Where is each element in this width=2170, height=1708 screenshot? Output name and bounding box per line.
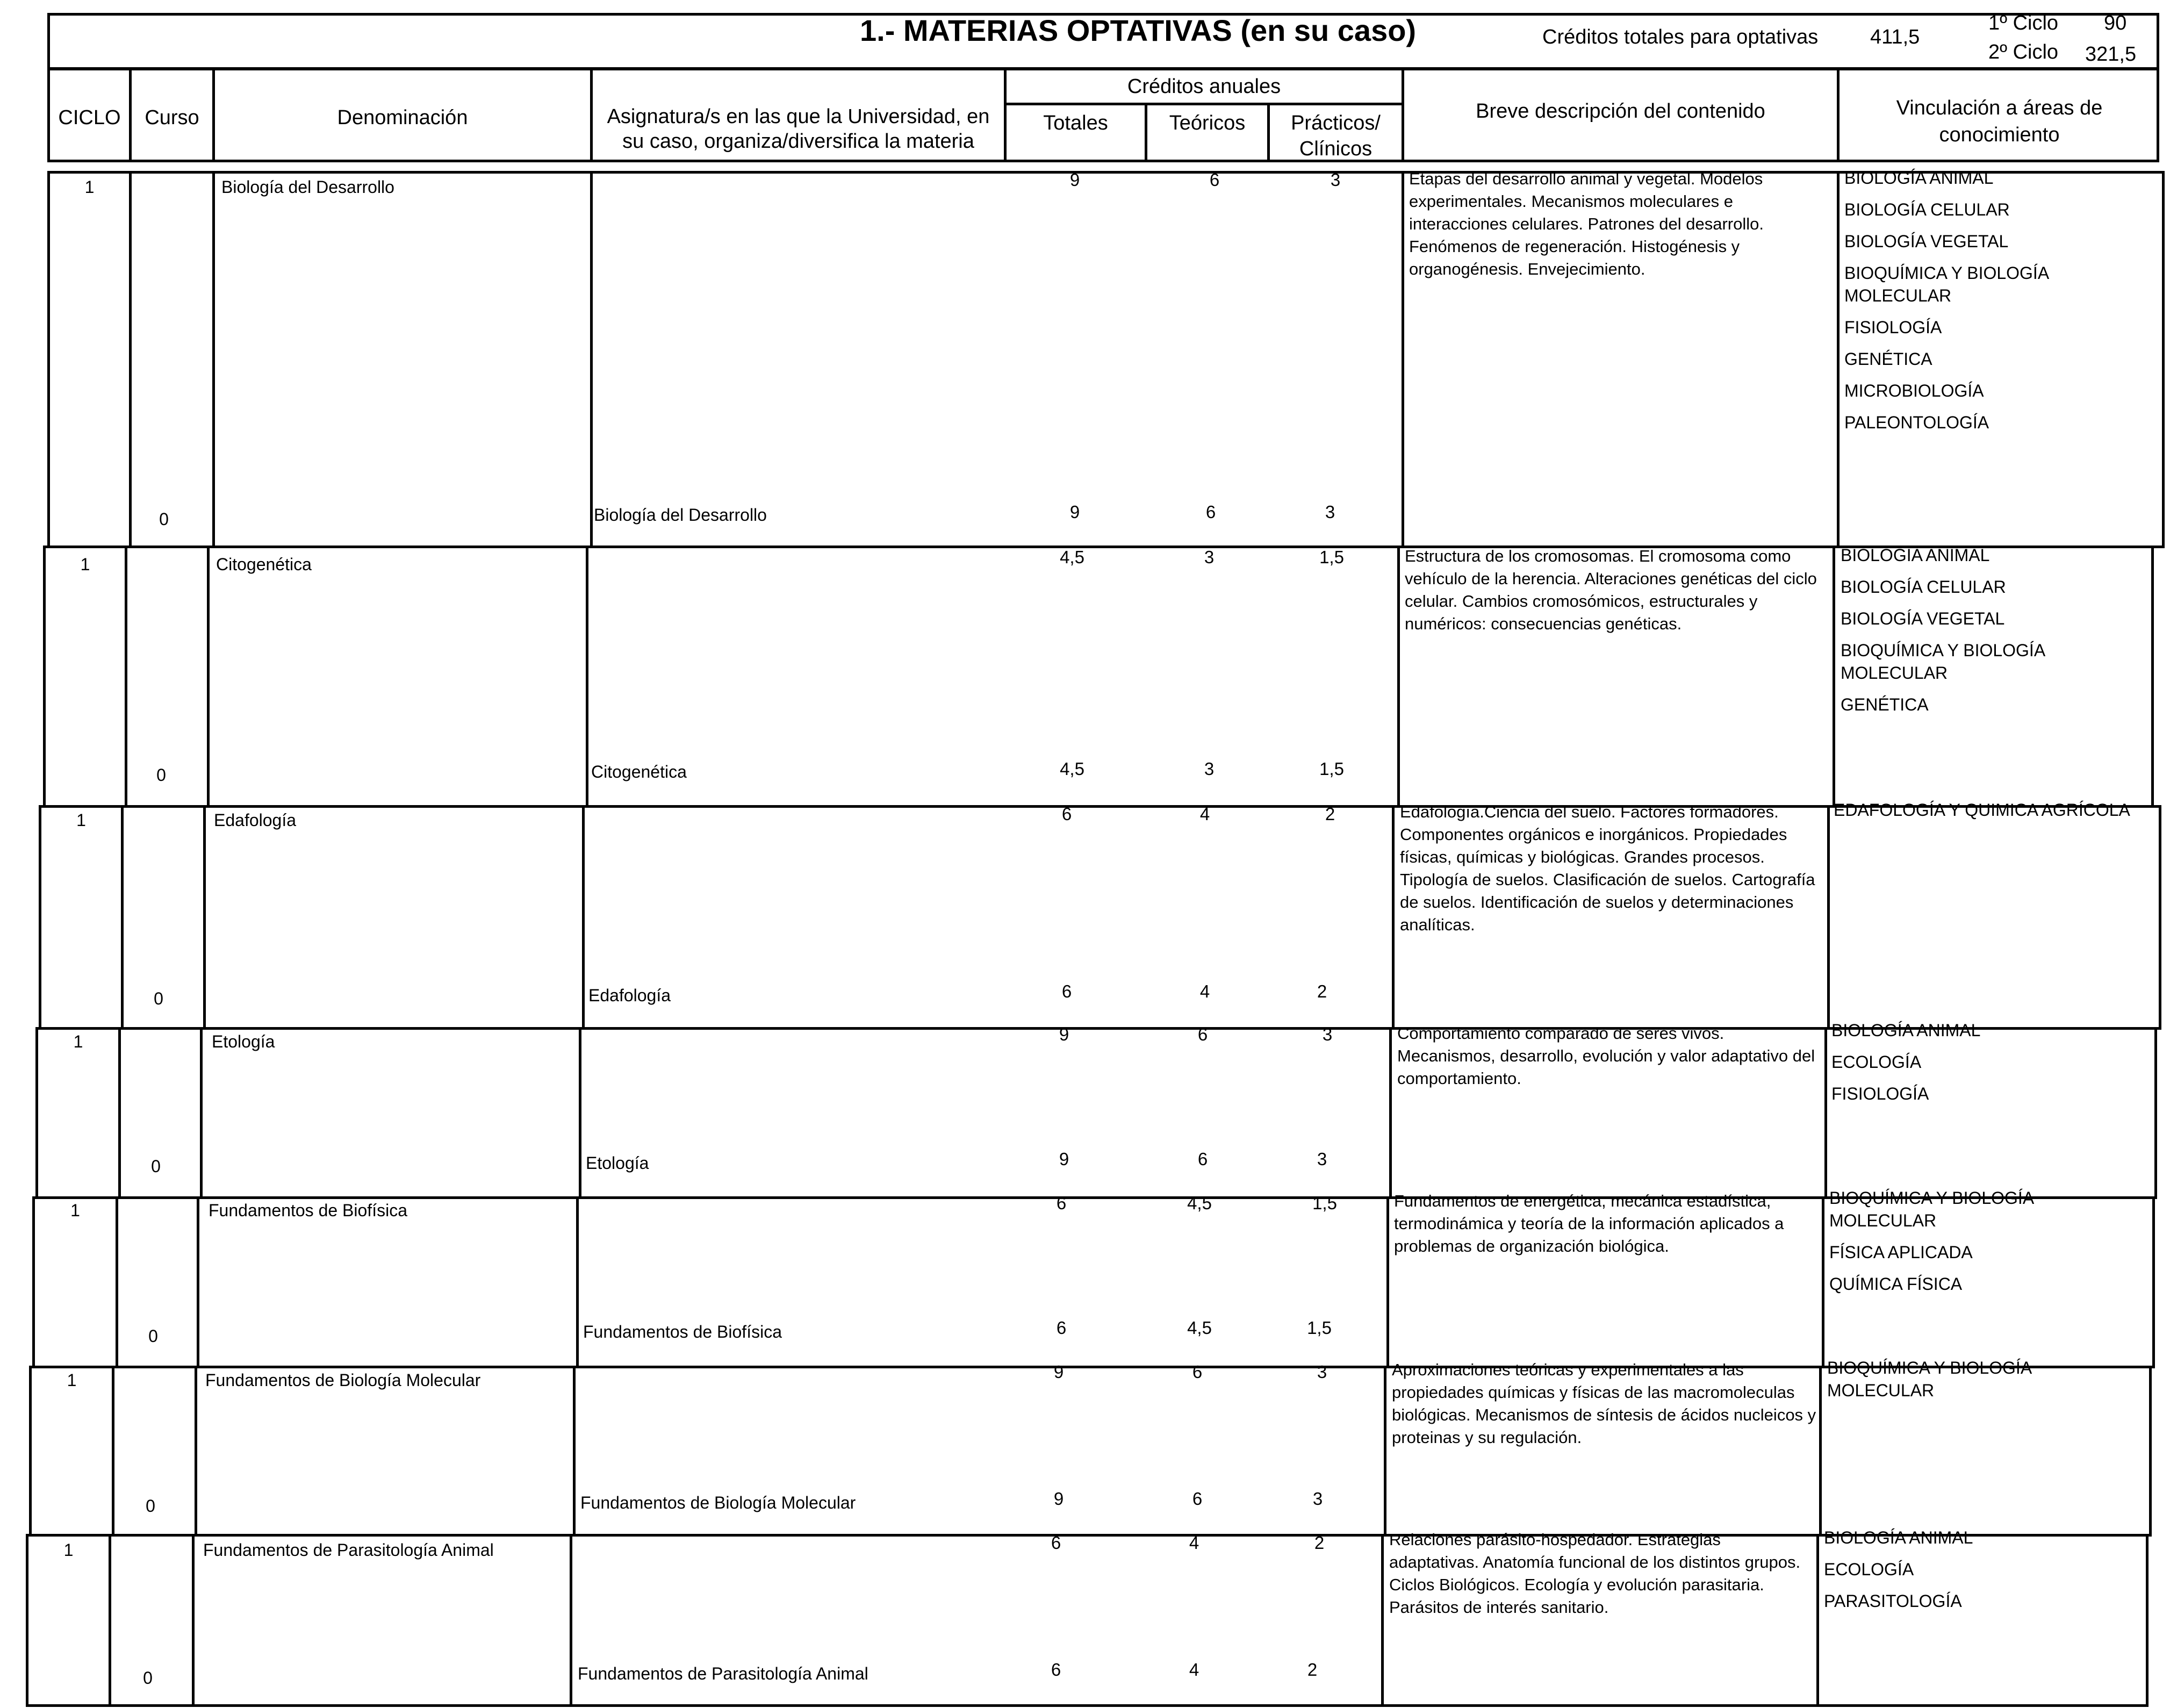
asignatura-cell: Biología del Desarrollo — [594, 505, 767, 525]
descripcion-cell: Etapas del desarrollo animal y vegetal. Modelos experimentales. Mecanismos moleculares e interacciones celulares. Patrones del desarrollo. Fenómenos de regeneración. Histogénesis y organogénesis. Envejecimiento. — [1409, 169, 1764, 278]
area-item: QUÍMICA FÍSICA — [1829, 1274, 1963, 1294]
teoricos-cell: 6 — [1192, 1362, 1203, 1382]
areas-cell — [1841, 544, 2142, 725]
areas-cell — [1827, 1357, 2128, 1411]
totales-cell: 6 — [1051, 1533, 1061, 1553]
areas-cell — [1829, 1187, 2130, 1304]
practicos-cell: 3 — [1330, 170, 1341, 190]
teoricos-cell: 3 — [1204, 547, 1215, 567]
teoricos-cell: 4 — [1189, 1533, 1199, 1553]
area-item: MICROBIOLOGÍA — [1844, 381, 1984, 400]
practicos2-cell: 3 — [1325, 502, 1335, 522]
curso-cell: 0 — [143, 1668, 153, 1688]
practicos2-cell: 1,5 — [1307, 1318, 1332, 1338]
descripcion-cell: Fundamentos de energética, mecánica estadística, termodinámica y teoría de la información aplicados a problemas de organización biológica. — [1394, 1192, 1784, 1255]
curso-cell: 0 — [151, 1157, 161, 1176]
practicos-cell: 1,5 — [1319, 547, 1344, 567]
ciclo-cell: 1 — [63, 1540, 74, 1560]
practicos-cell: 1,5 — [1312, 1193, 1337, 1213]
ciclo2-value: 321,5 — [2085, 43, 2137, 66]
area-item: BIOLOGÍA CELULAR — [1844, 200, 2010, 219]
practicos-cell: 2 — [1314, 1533, 1325, 1553]
area-item: BIOQUÍMICA Y BIOLOGÍA MOLECULAR — [1841, 641, 2045, 683]
curso-cell: 0 — [159, 509, 169, 529]
practicos2-cell: 2 — [1307, 1660, 1318, 1680]
areas-cell — [1831, 1019, 2132, 1114]
asignatura-cell: Etología — [586, 1153, 649, 1173]
descripcion-cell: Aproximaciones teóricas y experimentales a las propiedades químicas y físicas de las macromoleculas biológicas. Mecanismos de síntesis de ácidos nucleicos y proteinas y su regulación. — [1392, 1360, 1816, 1447]
page-title: 1.- MATERIAS OPTATIVAS (en su caso) — [860, 13, 1417, 47]
areas-cell — [1824, 1526, 2125, 1621]
totales2-cell: 9 — [1059, 1149, 1069, 1169]
area-item: ECOLOGÍA — [1831, 1052, 1922, 1072]
curso-cell: 0 — [146, 1496, 155, 1516]
denominacion-cell: Fundamentos de Parasitología Animal — [203, 1540, 494, 1560]
area-item: EDAFOLOGÍA Y QUIMICA AGRÍCOLA — [1834, 800, 2130, 820]
denominacion-cell: Citogenética — [216, 555, 312, 574]
totales-cell: 9 — [1053, 1362, 1064, 1382]
area-item: ECOLOGÍA — [1824, 1560, 1914, 1579]
col-teoricos: Teóricos — [1169, 112, 1246, 134]
col-creditos-anuales: Créditos anuales — [1127, 75, 1281, 98]
denominacion-cell: Etología — [212, 1032, 275, 1051]
area-item: FISIOLOGÍA — [1831, 1084, 1929, 1103]
practicos2-cell: 2 — [1317, 981, 1327, 1001]
totales2-cell: 6 — [1061, 981, 1072, 1001]
area-item: PALEONTOLOGÍA — [1844, 413, 1989, 432]
practicos-cell: 2 — [1325, 804, 1335, 824]
totales2-cell: 9 — [1069, 502, 1080, 522]
area-item: FISIOLOGÍA — [1844, 318, 1942, 337]
col-asignatura-l1: Asignatura/s en las que la Universidad, en — [607, 105, 990, 128]
descripcion-cell: Edafología.Ciencia del suelo. Factores formadores. Componentes orgánicos e inorgánicos. Propiedades físicas, químicas y biológicas. Grandes procesos. Tipología de suelos. Clasificación de suelos. Cartografía de suelos. Identificación de suelos y determinaciones analíticas. — [1400, 802, 1815, 934]
areas-cell — [1844, 167, 2145, 443]
col-descripcion: Breve descripción del contenido — [1476, 100, 1765, 123]
area-item: BIOQUÍMICA Y BIOLOGÍA MOLECULAR — [1829, 1188, 2034, 1230]
ciclo-cell: 1 — [73, 1032, 83, 1051]
ciclo-cell: 1 — [67, 1370, 77, 1390]
totales-cell: 9 — [1059, 1024, 1069, 1044]
area-item: BIOLOGÍA CELULAR — [1841, 577, 2006, 597]
totales2-cell: 9 — [1053, 1489, 1064, 1509]
totales-cell: 4,5 — [1060, 547, 1084, 567]
totales2-cell: 6 — [1056, 1318, 1067, 1338]
practicos2-cell: 3 — [1312, 1489, 1323, 1509]
practicos2-cell: 1,5 — [1319, 759, 1344, 779]
teoricos-cell: 6 — [1209, 170, 1220, 190]
teoricos2-cell: 4,5 — [1187, 1318, 1212, 1338]
teoricos2-cell: 4 — [1189, 1660, 1199, 1680]
descripcion-cell: Relaciones parásito-hospedador. Estrategias adaptativas. Anatomía funcional de los distintos grupos. Ciclos Biológicos. Ecología y evolución parasitaria. Parásitos de interés sanitario. — [1389, 1530, 1801, 1617]
totales2-cell: 6 — [1051, 1660, 1061, 1680]
col-asignatura-l2: su caso, organiza/diversifica la materia — [622, 130, 974, 153]
teoricos-cell: 4,5 — [1187, 1193, 1212, 1213]
asignatura-cell: Citogenética — [591, 762, 687, 781]
totales-cell: 9 — [1069, 170, 1080, 190]
ciclo2-label: 2º Ciclo — [1988, 41, 2059, 63]
practicos2-cell: 3 — [1317, 1149, 1327, 1169]
denominacion-cell: Fundamentos de Biología Molecular — [205, 1370, 481, 1390]
col-vinculacion-l1: Vinculación a áreas de — [1896, 97, 2103, 119]
creditos-totales-value: 411,5 — [1870, 26, 1920, 48]
col-practicos-l1: Prácticos/ — [1291, 112, 1381, 134]
denominacion-cell: Biología del Desarrollo — [221, 177, 394, 197]
totales2-cell: 4,5 — [1060, 759, 1084, 779]
ciclo-cell: 1 — [76, 810, 86, 830]
col-totales: Totales — [1043, 112, 1108, 134]
col-ciclo: CICLO — [58, 106, 121, 129]
teoricos-cell: 6 — [1197, 1024, 1208, 1044]
ciclo1-label: 1º Ciclo — [1988, 12, 2059, 34]
ciclo-cell: 1 — [84, 177, 95, 197]
totales-cell: 6 — [1056, 1193, 1067, 1213]
ciclo-cell: 1 — [70, 1201, 80, 1220]
teoricos2-cell: 4 — [1199, 981, 1210, 1001]
creditos-totales-label: Créditos totales para optativas — [1542, 26, 1819, 48]
area-item: GENÉTICA — [1844, 349, 1932, 369]
asignatura-cell: Fundamentos de Biofísica — [583, 1322, 782, 1341]
curso-cell: 0 — [148, 1326, 158, 1346]
practicos-cell: 3 — [1322, 1024, 1333, 1044]
area-item: BIOLOGÍA ANIMAL — [1831, 1021, 1981, 1040]
area-item: BIOLOGÍA ANIMAL — [1841, 546, 1990, 565]
asignatura-cell: Fundamentos de Parasitología Animal — [578, 1664, 868, 1683]
areas-cell — [1834, 799, 2135, 830]
area-item: FÍSICA APLICADA — [1829, 1243, 1973, 1262]
area-item: BIOQUÍMICA Y BIOLOGÍA MOLECULAR — [1844, 263, 2049, 305]
area-item: BIOLOGÍA VEGETAL — [1844, 232, 2009, 251]
teoricos2-cell: 6 — [1205, 502, 1216, 522]
ciclo-cell: 1 — [80, 555, 90, 574]
curso-cell: 0 — [154, 989, 163, 1008]
totales-cell: 6 — [1061, 804, 1072, 824]
descripcion-cell: Estructura de los cromosomas. El cromosoma como vehículo de la herencia. Alteraciones genéticas del ciclo celular. Cambios cromosómicos, estructurales y numéricos: consecuencias genéticas. — [1405, 547, 1817, 633]
col-denominacion: Denominación — [337, 106, 468, 129]
curso-cell: 0 — [156, 765, 166, 785]
area-item: BIOLOGÍA ANIMAL — [1844, 168, 1994, 188]
area-item: GENÉTICA — [1841, 695, 1929, 714]
ciclo1-value: 90 — [2104, 12, 2127, 34]
col-vinculacion-l2: conocimiento — [1939, 124, 2060, 146]
area-item: BIOLOGÍA VEGETAL — [1841, 609, 2005, 628]
col-practicos-l2: Clínicos — [1299, 138, 1373, 160]
asignatura-cell: Fundamentos de Biología Molecular — [580, 1493, 856, 1512]
asignatura-cell: Edafología — [588, 986, 671, 1005]
area-item: PARASITOLOGÍA — [1824, 1591, 1962, 1611]
descripcion-cell: Comportamiento comparado de seres vivos. Mecanismos, desarrollo, evolución y valor adaptativo del comportamiento. — [1397, 1024, 1815, 1088]
teoricos2-cell: 3 — [1204, 759, 1215, 779]
area-item: BIOQUÍMICA Y BIOLOGÍA MOLECULAR — [1827, 1358, 2031, 1400]
col-curso: Curso — [145, 106, 199, 129]
denominacion-cell: Edafología — [214, 810, 297, 830]
teoricos2-cell: 6 — [1197, 1149, 1208, 1169]
practicos-cell: 3 — [1317, 1362, 1327, 1382]
teoricos2-cell: 6 — [1192, 1489, 1203, 1509]
denominacion-cell: Fundamentos de Biofísica — [209, 1201, 407, 1220]
area-item: BIOLOGÍA ANIMAL — [1824, 1528, 1973, 1547]
teoricos-cell: 4 — [1199, 804, 1210, 824]
